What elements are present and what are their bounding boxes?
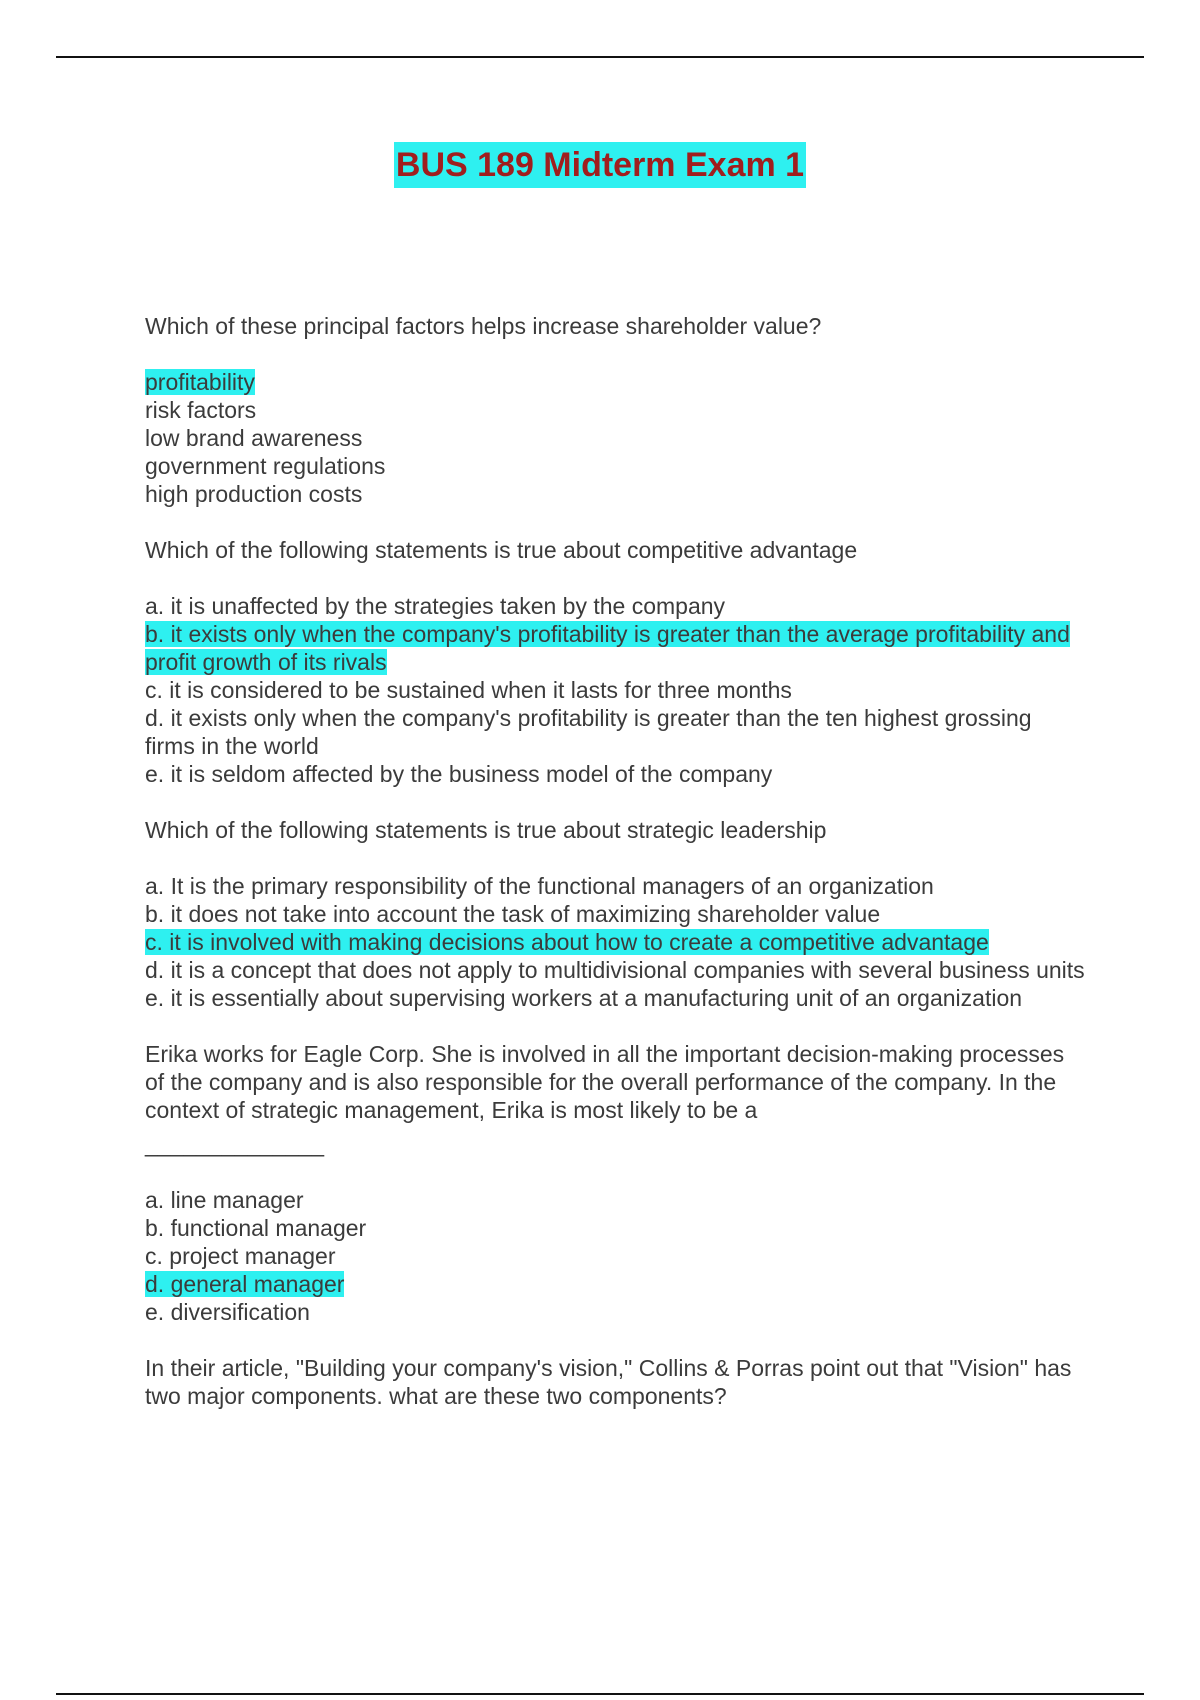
correct-answer-highlight: c. it is involved with making decisions about how to create a competitive advantage <box>145 929 989 955</box>
option-2-c: c. it is considered to be sustained when it lasts for three months <box>145 677 792 703</box>
options-4 <box>145 1186 1085 1326</box>
option-4-e: e. diversification <box>145 1299 310 1325</box>
title-wrap <box>0 142 1200 188</box>
options-3 <box>145 872 1085 1012</box>
option-1-c: low brand awareness <box>145 425 363 451</box>
answer-blank: ______________ <box>145 1131 325 1157</box>
options-1 <box>145 368 1085 508</box>
correct-answer-highlight: profitability <box>145 369 255 395</box>
option-4-d <box>145 1270 1085 1298</box>
option-1-a <box>145 368 1085 396</box>
question-4 <box>145 1040 1085 1124</box>
option-3-b: b. it does not take into account the task of maximizing shareholder value <box>145 901 881 927</box>
option-3-c <box>145 928 1085 956</box>
option-2-b <box>145 620 1085 676</box>
correct-answer-highlight: d. general manager <box>145 1271 345 1297</box>
option-1-e: high production costs <box>145 481 363 507</box>
option-3-d: d. it is a concept that does not apply to multidivisional companies with several business units <box>145 957 1085 983</box>
options-2 <box>145 592 1085 788</box>
option-4-a: a. line manager <box>145 1187 304 1213</box>
option-2-a: a. it is unaffected by the strategies taken by the company <box>145 593 726 619</box>
option-3-a: a. It is the primary responsibility of the functional managers of an organization <box>145 873 934 899</box>
question-2: Which of the following statements is true about competitive advantage <box>145 537 858 563</box>
page-title: BUS 189 Midterm Exam 1 <box>394 142 806 188</box>
option-2-e: e. it is seldom affected by the business model of the company <box>145 761 773 787</box>
bottom-rule <box>56 1693 1144 1695</box>
option-1-b: risk factors <box>145 397 257 423</box>
option-1-d: government regulations <box>145 453 386 479</box>
option-4-b: b. functional manager <box>145 1215 367 1241</box>
top-rule <box>56 56 1144 58</box>
correct-answer-highlight: b. it exists only when the company's profitability is greater than the average profitability and profit growth of its rivals <box>145 621 1070 675</box>
question-1: Which of these principal factors helps increase shareholder value? <box>145 313 822 339</box>
exam-content <box>145 312 1085 1438</box>
option-4-c: c. project manager <box>145 1243 336 1269</box>
question-4-prompt: Erika works for Eagle Corp. She is involved in all the important decision-making processes of the company and is also responsible for the overall performance of the company. In the context of strategic management, Erika is most likely to be a <box>145 1041 1065 1123</box>
option-3-e: e. it is essentially about supervising workers at a manufacturing unit of an organization <box>145 985 1023 1011</box>
option-2-d: d. it exists only when the company's profitability is greater than the ten highest grossing firms in the world <box>145 705 1032 759</box>
question-5: In their article, "Building your company's vision," Collins & Porras point out that "Vision" has two major components. what are these two components? <box>145 1355 1072 1409</box>
question-3: Which of the following statements is true about strategic leadership <box>145 817 827 843</box>
